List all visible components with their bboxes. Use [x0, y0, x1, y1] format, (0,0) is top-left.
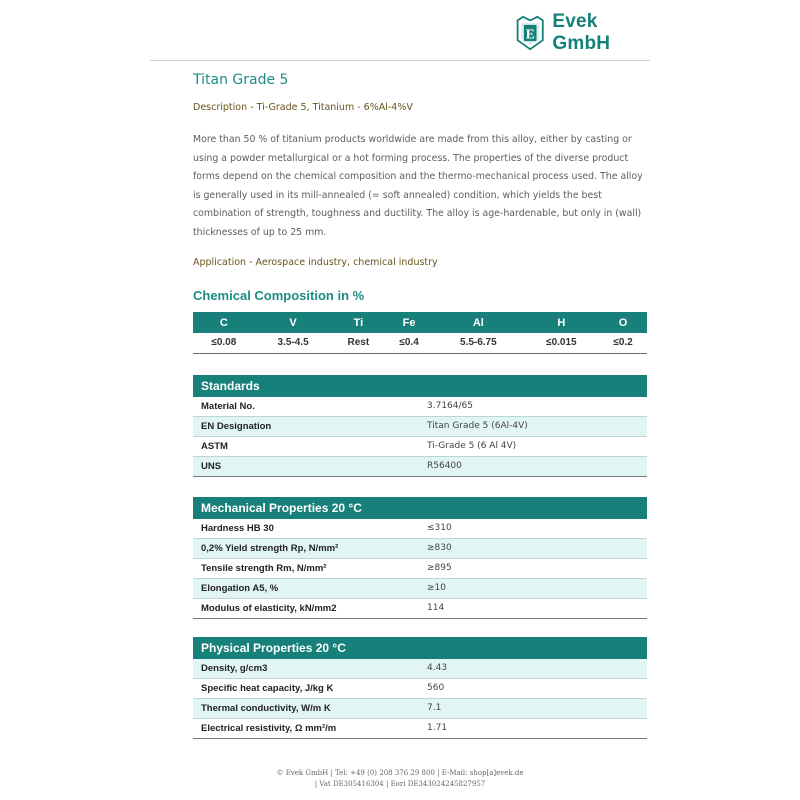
element-ti: Ti — [332, 312, 386, 333]
mechanical-table — [193, 497, 647, 619]
row-label: Density, g/cm3 — [201, 663, 268, 674]
brand-logo — [514, 12, 650, 54]
row-label: UNS — [201, 461, 222, 472]
row-value: Ti-Grade 5 (6 Al 4V) — [427, 441, 517, 451]
row-value: 7.1 — [427, 703, 442, 713]
evek-crest-icon — [514, 13, 546, 53]
element-v: V — [255, 312, 332, 333]
chemical-table — [193, 312, 647, 354]
element-al: Al — [433, 312, 524, 333]
chemical-value-row — [193, 333, 647, 353]
footer-contact: © Evek GmbH | Tel: +49 (0) 208 376 29 800 | E-Mail: shop[a]evek.de — [276, 769, 524, 777]
table-row — [193, 599, 647, 619]
table-row — [193, 519, 647, 539]
table-row — [193, 539, 647, 559]
element-c: C — [193, 312, 255, 333]
value-v: 3.5-4.5 — [255, 333, 332, 353]
element-h: H — [524, 312, 599, 333]
row-label: Specific heat capacity, J/kg K — [201, 683, 334, 694]
header-divider — [150, 60, 650, 61]
row-label: Tensile strength Rm, N/mm² — [201, 563, 327, 574]
table-row — [193, 699, 647, 719]
row-label: Elongation A5, % — [201, 583, 279, 594]
value-al: 5.5-6.75 — [433, 333, 524, 353]
body-paragraph: More than 50 % of titanium products worldwide are made from this alloy, either by casting or using a powder metallurgical or a hot forming process. The properties of the diverse product forms depend on the chemical composition and the thermo-mechanical process used. The alloy is generally used in its mill-annealed (= soft annealed) condition, which yields the best combination of strength, toughness and ductility. The alloy is age-hardenable, but only in (wall) thicknesses of up to 25 mm. — [193, 134, 643, 238]
row-value: ≤310 — [427, 523, 452, 533]
row-value: ≥895 — [427, 563, 452, 573]
row-value: ≥830 — [427, 543, 452, 553]
description-line: Description - Ti-Grade 5, Titanium - 6%Al-4%V — [193, 102, 413, 113]
footer-registration: | Vat DE305416304 | Eori DE343024245827957 — [314, 780, 486, 788]
row-label: Hardness HB 30 — [201, 523, 274, 534]
svg-text:E: E — [525, 26, 535, 42]
table-row — [193, 719, 647, 739]
table-row — [193, 659, 647, 679]
row-value: 1.71 — [427, 723, 448, 733]
application-line: Application - Aerospace industry, chemical industry — [193, 257, 438, 268]
table-row — [193, 417, 647, 437]
row-label: Modulus of elasticity, kN/mm2 — [201, 603, 337, 614]
table-row — [193, 679, 647, 699]
row-label: 0,2% Yield strength Rp, N/mm² — [201, 543, 339, 554]
value-c: ≤0.08 — [193, 333, 255, 353]
page-title: Titan Grade 5 — [193, 72, 289, 88]
value-o: ≤0.2 — [599, 333, 647, 353]
table-row — [193, 397, 647, 417]
value-ti: Rest — [332, 333, 386, 353]
row-label: Electrical resistivity, Ω mm²/m — [201, 723, 337, 734]
row-value: 4.43 — [427, 663, 448, 673]
physical-heading: Physical Properties 20 °C — [193, 637, 647, 659]
row-value: R56400 — [427, 461, 462, 471]
row-label: EN Designation — [201, 421, 272, 432]
standards-heading: Standards — [193, 375, 647, 397]
row-value: 560 — [427, 683, 445, 693]
chemical-heading: Chemical Composition in % — [193, 288, 365, 303]
brand-name: Evek GmbH — [552, 11, 611, 54]
mechanical-heading: Mechanical Properties 20 °C — [193, 497, 647, 519]
standards-table — [193, 375, 647, 477]
physical-table — [193, 637, 647, 739]
value-fe: ≤0.4 — [385, 333, 433, 353]
row-value: 114 — [427, 603, 445, 613]
row-label: Thermal conductivity, W/m K — [201, 703, 331, 714]
table-row — [193, 559, 647, 579]
row-label: Material No. — [201, 401, 255, 412]
chemical-header-row — [193, 312, 647, 333]
table-row — [193, 579, 647, 599]
value-h: ≤0.015 — [524, 333, 599, 353]
page-footer — [0, 768, 800, 790]
table-row — [193, 437, 647, 457]
row-label: ASTM — [201, 441, 228, 452]
table-row — [193, 457, 647, 477]
row-value: ≥10 — [427, 583, 446, 593]
row-value: 3.7164/65 — [427, 401, 473, 411]
element-fe: Fe — [385, 312, 433, 333]
element-o: O — [599, 312, 647, 333]
row-value: Titan Grade 5 (6Al-4V) — [427, 421, 528, 431]
